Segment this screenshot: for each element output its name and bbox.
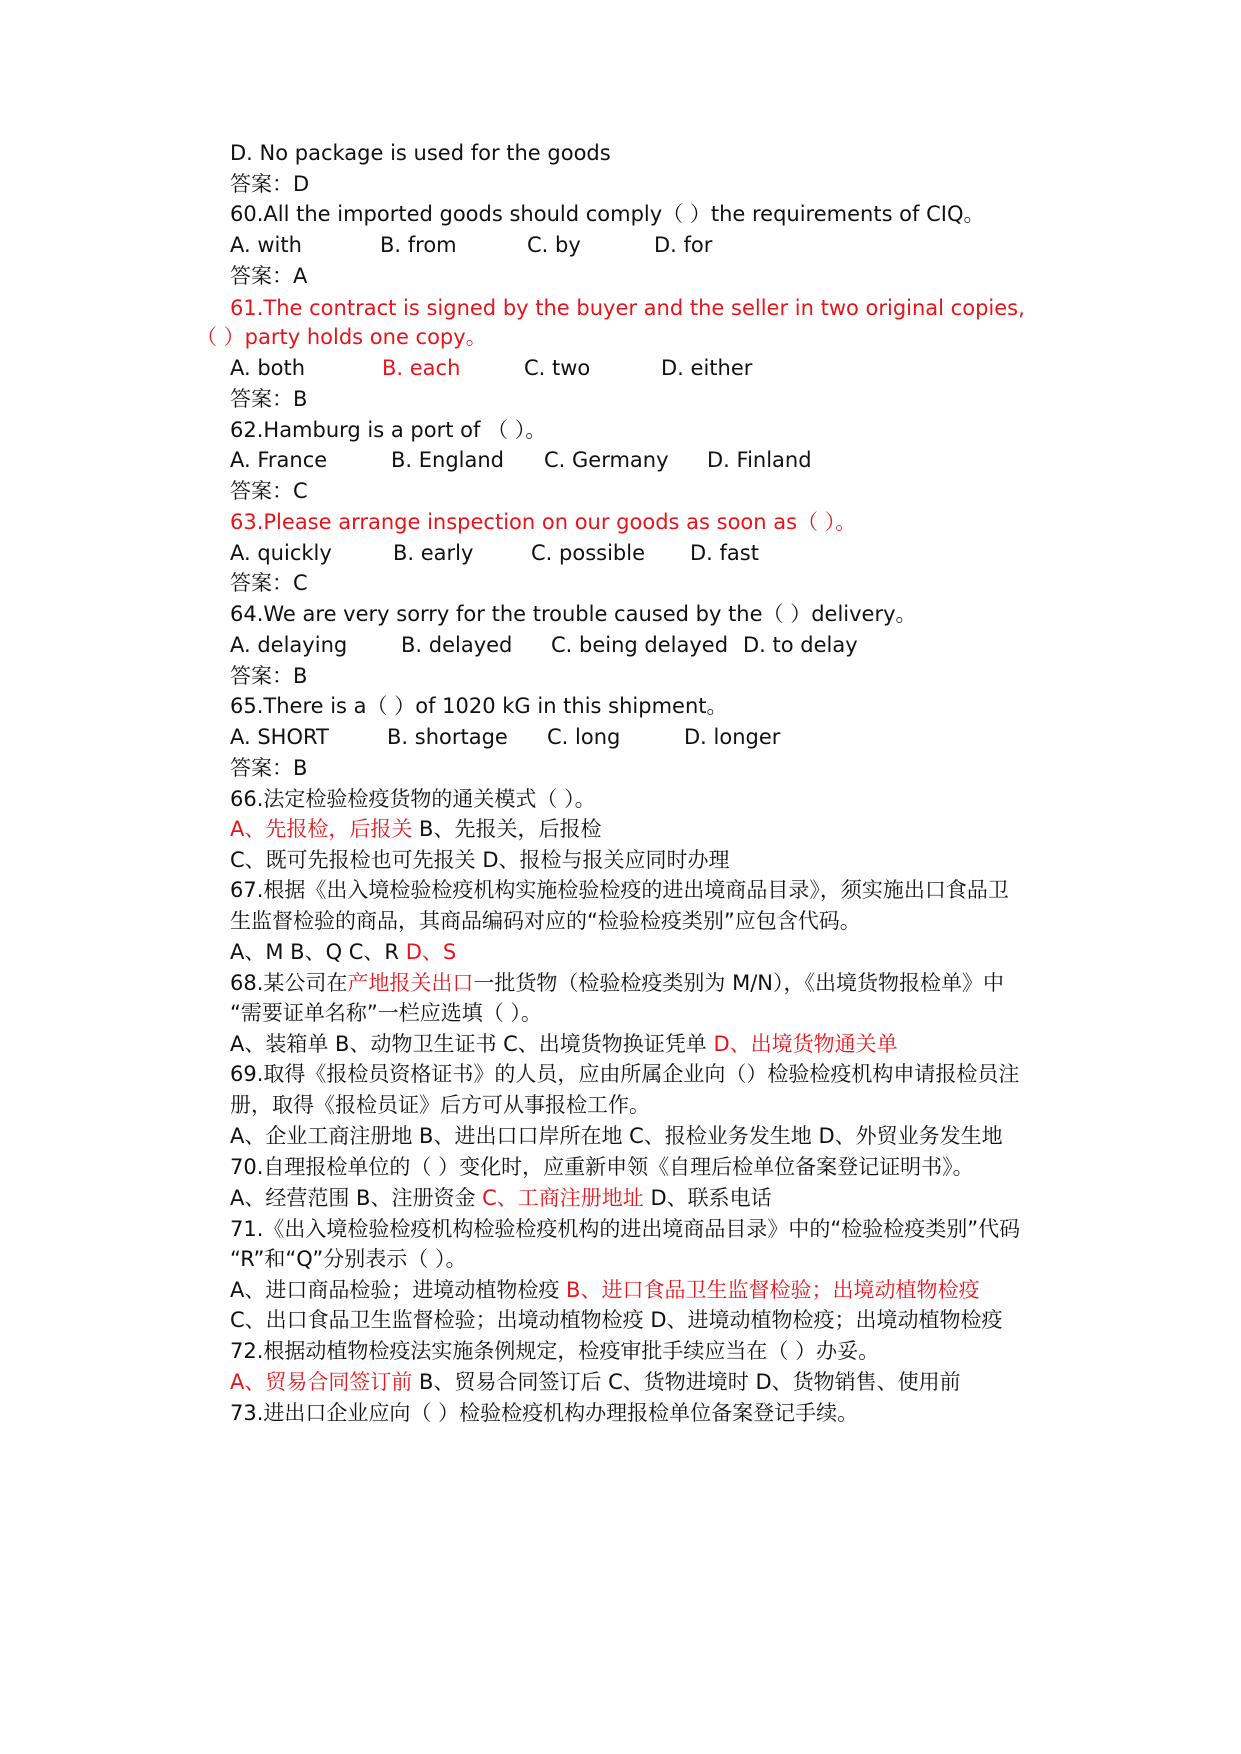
text-line xyxy=(230,568,1061,598)
text-segment: 答案：D xyxy=(230,172,310,196)
text-segment: 一批货物（检验检疫类别为 M/N），《出境货物报检单》中 xyxy=(473,971,1004,995)
text-segment: A、进口商品检验；进境动植物检疫 xyxy=(230,1278,567,1302)
text-line xyxy=(230,753,1061,783)
text-line xyxy=(230,998,1061,1028)
highlighted-text: （ ）party holds one copy。 xyxy=(196,325,487,349)
options-line xyxy=(230,538,1061,568)
highlighted-text: D、出境货物通关单 xyxy=(713,1032,898,1056)
text-segment: 64.We are very sorry for the trouble caused by the（ ）delivery。 xyxy=(230,602,917,626)
answer-option: B. from xyxy=(380,233,457,257)
answer-option: C. by xyxy=(527,233,581,257)
text-line xyxy=(230,906,1061,936)
text-segment: 答案：B xyxy=(230,387,308,411)
text-line xyxy=(230,814,1061,844)
answer-option: B. delayed xyxy=(401,633,513,657)
text-line xyxy=(230,138,1061,168)
highlighted-text: A、先报检，后报关 xyxy=(230,817,413,841)
text-segment: “需要证单名称”一栏应选填（ ）。 xyxy=(230,1001,542,1025)
text-segment: 69.取得《报检员资格证书》的人员，应由所属企业向（）检验检疫机构申请报检员注 xyxy=(230,1062,1020,1086)
answer-option: B. shortage xyxy=(387,725,508,749)
answer-option: D. fast xyxy=(690,541,759,565)
text-line xyxy=(230,1398,1061,1428)
text-segment: 72.根据动植物检疫法实施条例规定，检疫审批手续应当在（ ）办妥。 xyxy=(230,1339,880,1363)
text-line xyxy=(230,1244,1061,1274)
answer-option: B. early xyxy=(393,541,474,565)
text-segment: 答案：C xyxy=(230,479,308,503)
text-line xyxy=(230,415,1061,445)
text-segment: B、贸易合同签订后 C、货物进境时 D、货物销售、使用前 xyxy=(412,1370,961,1394)
text-line xyxy=(230,784,1061,814)
text-line xyxy=(196,322,1061,352)
text-line xyxy=(230,1367,1061,1397)
answer-option: C. being delayed xyxy=(551,633,729,657)
options-line xyxy=(230,230,1061,260)
text-line xyxy=(230,937,1061,967)
answer-option: D. longer xyxy=(684,725,781,749)
text-segment: C、出口食品卫生监督检验；出境动植物检疫 D、进境动植物检疫；出境动植物检疫 xyxy=(230,1308,1003,1332)
text-line xyxy=(230,1152,1061,1182)
text-line xyxy=(230,169,1061,199)
answer-option: C. two xyxy=(524,356,591,380)
answer-option: A. France xyxy=(230,448,328,472)
text-line xyxy=(230,1214,1061,1244)
highlighted-text: C、工商注册地址 xyxy=(482,1186,644,1210)
text-line xyxy=(230,599,1061,629)
text-segment: 66.法定检验检疫货物的通关模式（ ）。 xyxy=(230,787,596,811)
text-segment: A、企业工商注册地 B、进出口口岸所在地 C、报检业务发生地 D、外贸业务发生地 xyxy=(230,1124,1003,1148)
text-line xyxy=(230,1183,1061,1213)
highlighted-text: 63.Please arrange inspection on our goods as soon as（ ）。 xyxy=(230,510,857,534)
text-segment: 67.根据《出入境检验检疫机构实施检验检疫的进出境商品目录》，须实施出口食品卫 xyxy=(230,878,1009,902)
text-segment: “R”和“Q”分别表示（ ）。 xyxy=(230,1247,467,1271)
options-line xyxy=(230,445,1061,475)
answer-option: B. each xyxy=(382,356,461,380)
answer-option: D. either xyxy=(661,356,753,380)
text-line xyxy=(230,1090,1061,1120)
text-line xyxy=(230,968,1061,998)
text-line xyxy=(230,1059,1061,1089)
text-line xyxy=(230,1305,1061,1335)
text-segment: A、经营范围 B、注册资金 xyxy=(230,1186,483,1210)
text-segment: 73.进出口企业应向（ ）检验检疫机构办理报检单位备案登记手续。 xyxy=(230,1401,859,1425)
answer-option: C. Germany xyxy=(544,448,669,472)
text-segment: 60.All the imported goods should comply（ ）the requirements of CIQ。 xyxy=(230,202,985,226)
text-line xyxy=(230,1275,1061,1305)
text-line xyxy=(230,384,1061,414)
text-line xyxy=(230,261,1061,291)
text-line xyxy=(230,1336,1061,1366)
text-segment: 生监督检验的商品，其商品编码对应的“检验检疫类别”应包含代码。 xyxy=(230,909,861,933)
text-segment: 62.Hamburg is a port of （ ）。 xyxy=(230,418,547,442)
text-line xyxy=(230,691,1061,721)
text-segment: 答案：A xyxy=(230,264,308,288)
answer-option: D. for xyxy=(654,233,713,257)
text-line xyxy=(230,1121,1061,1151)
answer-option: A. both xyxy=(230,356,306,380)
answer-option: D. to delay xyxy=(743,633,858,657)
text-segment: 65.There is a（ ）of 1020 kG in this shipment。 xyxy=(230,694,728,718)
answer-option: B. England xyxy=(391,448,505,472)
answer-option: C. possible xyxy=(531,541,645,565)
text-segment: D. No package is used for the goods xyxy=(230,141,611,165)
text-segment: 70.自理报检单位的（ ）变化时，应重新申领《自理后检单位备案登记证明书》。 xyxy=(230,1155,974,1179)
answer-option: A. SHORT xyxy=(230,725,329,749)
highlighted-text: B、进口食品卫生监督检验；出境动植物检疫 xyxy=(566,1278,980,1302)
text-segment: A、装箱单 B、动物卫生证书 C、出境货物换证凭单 xyxy=(230,1032,714,1056)
text-segment: 答案：C xyxy=(230,571,308,595)
answer-option: A. quickly xyxy=(230,541,332,565)
highlighted-text: 产地报关出口 xyxy=(347,971,474,995)
text-segment: A、M B、Q C、R xyxy=(230,940,406,964)
highlighted-text: 61.The contract is signed by the buyer and the seller in two original copies, xyxy=(230,296,1025,320)
text-line xyxy=(230,199,1061,229)
answer-option: A. with xyxy=(230,233,302,257)
text-segment: B、先报关，后报检 xyxy=(412,817,602,841)
answer-option: A. delaying xyxy=(230,633,348,657)
answer-option: D. Finland xyxy=(707,448,812,472)
text-line xyxy=(230,661,1061,691)
text-segment: D、联系电话 xyxy=(643,1186,772,1210)
answer-option: C. long xyxy=(547,725,621,749)
text-segment: C、既可先报检也可先报关 D、报检与报关应同时办理 xyxy=(230,848,730,872)
text-segment: 答案：B xyxy=(230,756,308,780)
text-line xyxy=(230,507,1061,537)
text-segment: 册，取得《报检员证》后方可从事报检工作。 xyxy=(230,1093,650,1117)
options-line xyxy=(230,722,1061,752)
highlighted-text: D、S xyxy=(405,940,457,964)
highlighted-text: A、贸易合同签订前 xyxy=(230,1370,413,1394)
text-segment: 71.《出入境检验检疫机构检验检疫机构的进出境商品目录》中的“检验检疫类别”代码 xyxy=(230,1217,1021,1241)
text-line xyxy=(230,875,1061,905)
text-line xyxy=(230,1029,1061,1059)
text-segment: 68.某公司在 xyxy=(230,971,348,995)
options-line xyxy=(230,630,1061,660)
text-line xyxy=(230,476,1061,506)
options-line xyxy=(230,353,1061,383)
text-line xyxy=(230,845,1061,875)
text-segment: 答案：B xyxy=(230,664,308,688)
text-line xyxy=(230,293,1061,323)
